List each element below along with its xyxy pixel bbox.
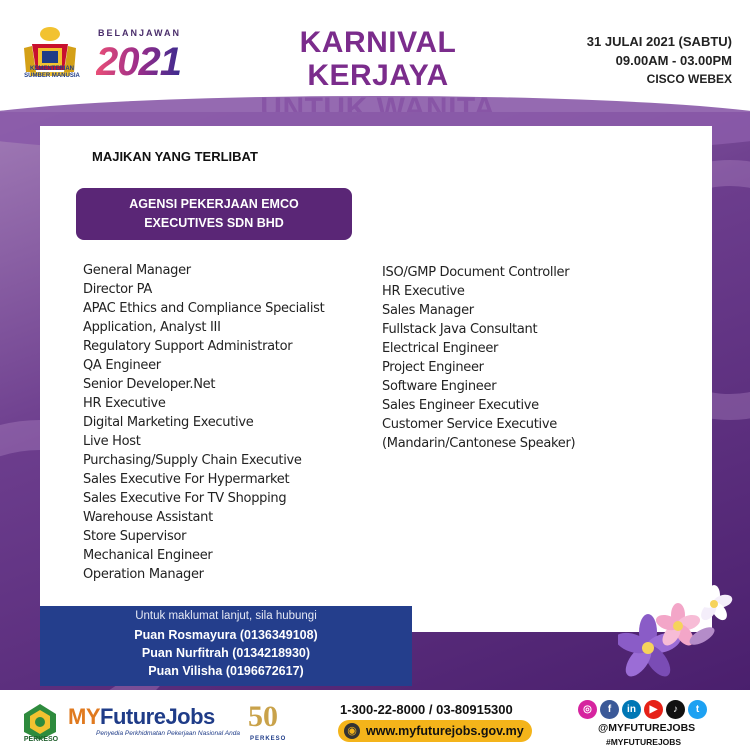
job-item: HR Executive — [382, 284, 465, 299]
linkedin-icon[interactable]: in — [622, 700, 641, 719]
myfuturejobs-logo: MYFutureJobs — [68, 704, 215, 729]
job-item: (Mandarin/Cantonese Speaker) — [382, 436, 576, 451]
page-title: KARNIVAL KERJAYA — [299, 26, 457, 92]
agency-name-box — [76, 188, 352, 240]
event-venue: CISCO WEBEX — [646, 72, 732, 86]
instagram-icon[interactable]: ◎ — [578, 700, 597, 719]
event-date: 31 JULAI 2021 (SABTU) — [586, 34, 732, 49]
contact-intro: Untuk maklumat lanjut, sila hubungi — [135, 610, 317, 622]
agency-name-line: AGENSI PEKERJAAN EMCO — [129, 197, 299, 211]
job-item: Warehouse Assistant — [83, 510, 213, 525]
job-item: Purchasing/Supply Chain Executive — [83, 453, 302, 468]
social-hashtag: #MYFUTUREJOBS — [606, 737, 682, 747]
job-list-right — [382, 263, 575, 453]
job-item: QA Engineer — [83, 358, 161, 373]
globe-icon: ◉ — [344, 723, 360, 739]
job-item: Software Engineer — [382, 379, 497, 394]
job-item: ISO/GMP Document Controller — [382, 265, 570, 280]
budget-year: 2021 — [96, 40, 181, 84]
perkeso-50-logo-icon: 50 — [248, 700, 278, 733]
contact-box — [40, 606, 412, 686]
budget-label: BELANJAWAN — [98, 28, 182, 38]
job-item: Digital Marketing Executive — [83, 415, 254, 430]
twitter-icon[interactable]: t — [688, 700, 707, 719]
brand-tagline: Penyedia Perkhidmatan Pekerjaan Nasional Anda — [96, 730, 240, 737]
job-item: Regulatory Support Administrator — [83, 339, 293, 354]
job-list-left — [83, 261, 324, 584]
perkeso-50-label: PERKESO — [250, 736, 287, 742]
job-item: Application, Analyst III — [83, 320, 221, 335]
job-item: Fullstack Java Consultant — [382, 322, 538, 337]
job-item: Mechanical Engineer — [83, 548, 213, 563]
contact-person: Puan Nurfitrah (0134218930) — [141, 646, 311, 660]
phone-numbers: 1-300-22-8000 / 03-80915300 — [340, 702, 513, 717]
job-item: APAC Ethics and Compliance Specialist — [83, 301, 325, 316]
job-item: Electrical Engineer — [382, 341, 499, 356]
job-item: Senior Developer.Net — [83, 377, 216, 392]
agency-name-line: EXECUTIVES SDN BHD — [144, 216, 284, 230]
job-item: Operation Manager — [83, 567, 204, 582]
job-item: Live Host — [83, 434, 141, 449]
facebook-icon[interactable]: f — [600, 700, 619, 719]
event-time: 09.00AM - 03.00PM — [615, 53, 732, 68]
job-item: Store Supervisor — [83, 529, 187, 544]
tiktok-icon[interactable]: ♪ — [666, 700, 685, 719]
contact-person: Puan Rosmayura (0136349108) — [134, 628, 318, 642]
job-item: General Manager — [83, 263, 191, 278]
job-item: Sales Manager — [382, 303, 474, 318]
contact-person: Puan Vilisha (0196672617) — [148, 664, 304, 678]
website-link[interactable] — [338, 720, 532, 742]
event-info — [587, 32, 732, 89]
section-title: MAJIKAN YANG TERLIBAT — [92, 149, 258, 164]
job-item: Sales Engineer Executive — [382, 398, 539, 413]
job-item: Customer Service Executive — [382, 417, 557, 432]
job-item: Sales Executive For TV Shopping — [83, 491, 287, 506]
perkeso-label: PERKESO — [23, 736, 59, 743]
youtube-icon[interactable]: ▶ — [644, 700, 663, 719]
job-item: HR Executive — [83, 396, 166, 411]
flower-decoration-icon — [618, 578, 738, 682]
social-handle: @MYFUTUREJOBS — [598, 722, 696, 734]
job-item: Project Engineer — [382, 360, 484, 375]
job-item: Sales Executive For Hypermarket — [83, 472, 290, 487]
social-icons — [578, 700, 707, 719]
ministry-label: KEMENTERIAN SUMBER MANUSIA — [24, 66, 80, 79]
website-url: www.myfuturejobs.gov.my — [366, 724, 524, 738]
job-item: Director PA — [83, 282, 152, 297]
